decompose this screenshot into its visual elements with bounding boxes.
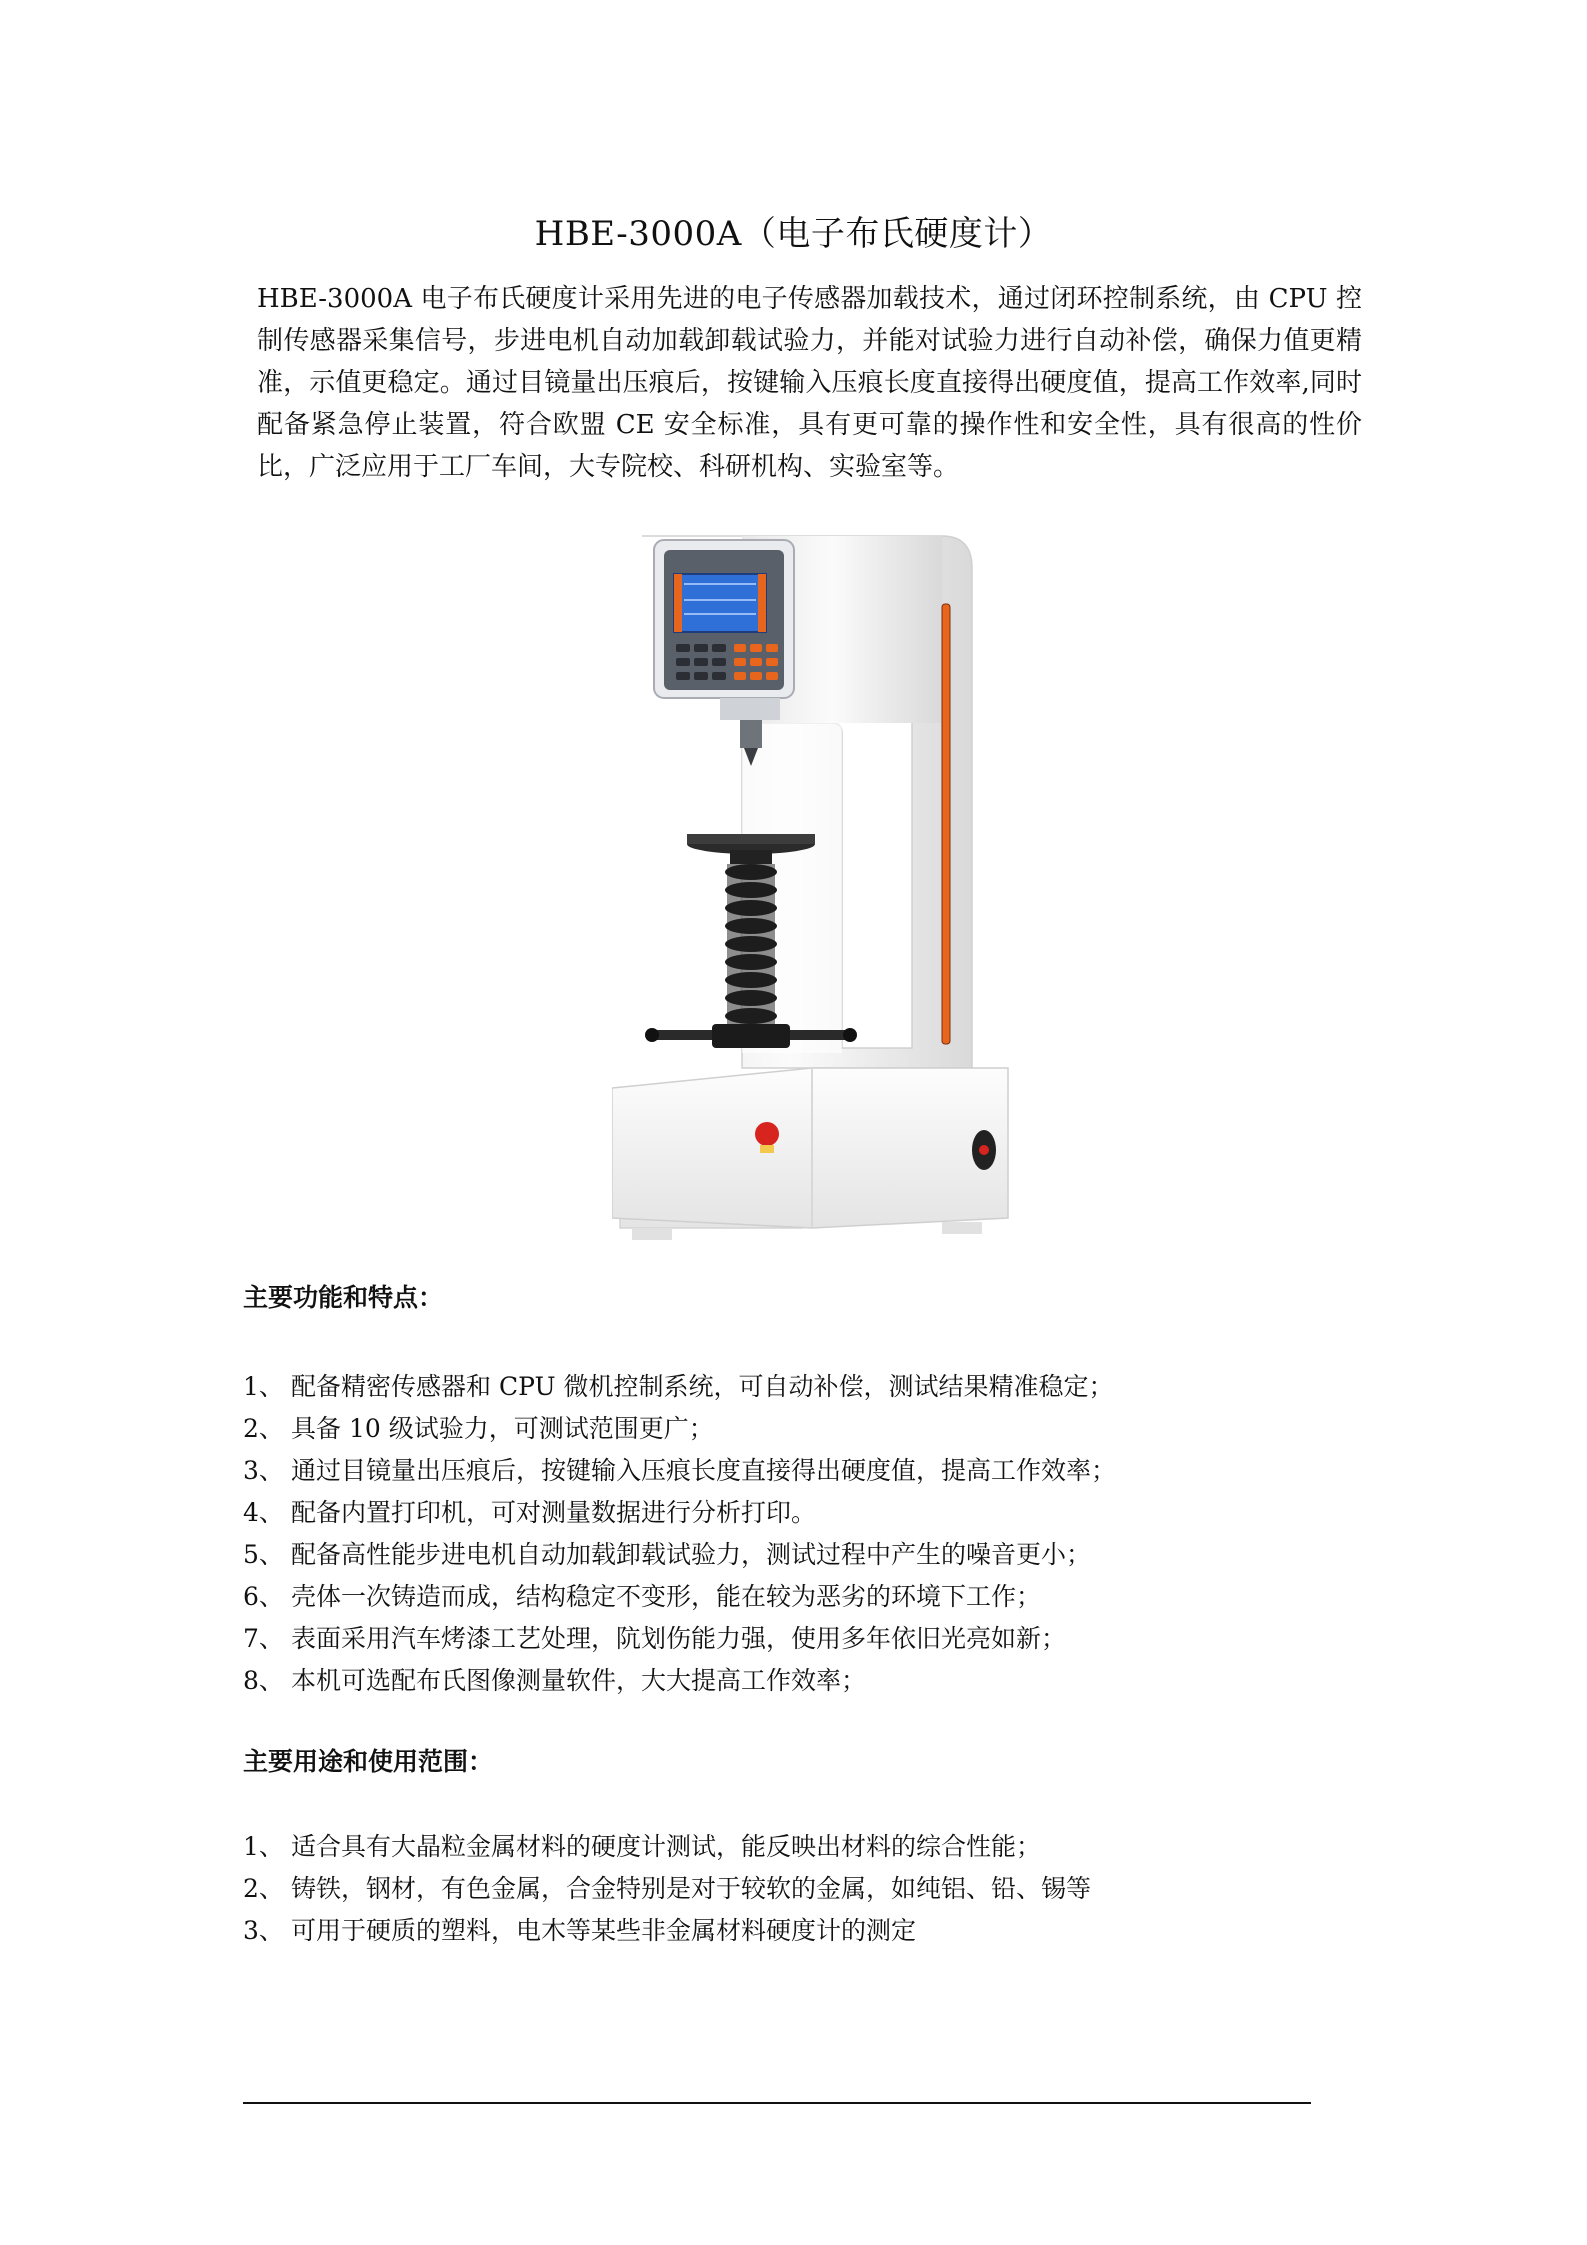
intro-paragraph: HBE-3000A 电子布氏硬度计采用先进的电子传感器加载技术，通过闭环控制系统，由 CPU 控制传感器采集信号，步进电机自动加载卸载试验力，并能对试验力进行自动补偿，确保力值更精准，示值更稳定。通过目镜量出压痕后，按键输入压痕长度直接得出硬度值，提高工作效率,同时配备紧急停止装置，符合欧盟 CE 安全标准，具有更可靠的操作性和安全性，具有很高的性价比，广泛应用于工厂车间，大专院校、科研机构、实验室等。: [257, 284, 1362, 482]
list-item: 6、 壳体一次铸造而成，结构稳定不变形，能在较为恶劣的环境下工作；: [243, 1582, 1042, 1611]
list-item: 3、 可用于硬质的塑料，电木等某些非金属材料硬度计的测定: [243, 1916, 917, 1945]
list-item: 2、 铸铁，钢材，有色金属，合金特别是对于较软的金属，如纯铝、铅、锡等: [243, 1874, 1092, 1903]
features-heading: 主要功能和特点：: [243, 1283, 444, 1312]
list-item: 3、 通过目镜量出压痕后，按键输入压痕长度直接得出硬度值，提高工作效率；: [243, 1456, 1117, 1485]
list-item: 5、 配备高性能步进电机自动加载卸载试验力，测试过程中产生的噪音更小；: [243, 1540, 1092, 1569]
list-item: 1、 适合具有大晶粒金属材料的硬度计测试，能反映出材料的综合性能；: [243, 1832, 1042, 1861]
list-item: 7、 表面采用汽车烤漆工艺处理，阬划伤能力强，使用多年依旧光亮如新；: [243, 1624, 1067, 1653]
document-title: HBE-3000A（电子布氏硬度计）: [534, 214, 1053, 254]
uses-list: [243, 1826, 1091, 1952]
list-item: 1、 配备精密传感器和 CPU 微机控制系统，可自动补偿，测试结果精准稳定；: [243, 1372, 1114, 1401]
list-item: 2、 具备 10 级试验力，可测试范围更广；: [243, 1414, 714, 1443]
list-item: 8、 本机可选配布氏图像测量软件，大大提高工作效率；: [243, 1666, 867, 1695]
footer-rule: [243, 2102, 1311, 2104]
uses-heading: 主要用途和使用范围：: [243, 1747, 494, 1776]
hardness-tester-image: [612, 528, 1012, 1244]
features-list: [243, 1366, 1116, 1702]
list-item: 4、 配备内置打印机，可对测量数据进行分析打印。: [243, 1498, 817, 1527]
